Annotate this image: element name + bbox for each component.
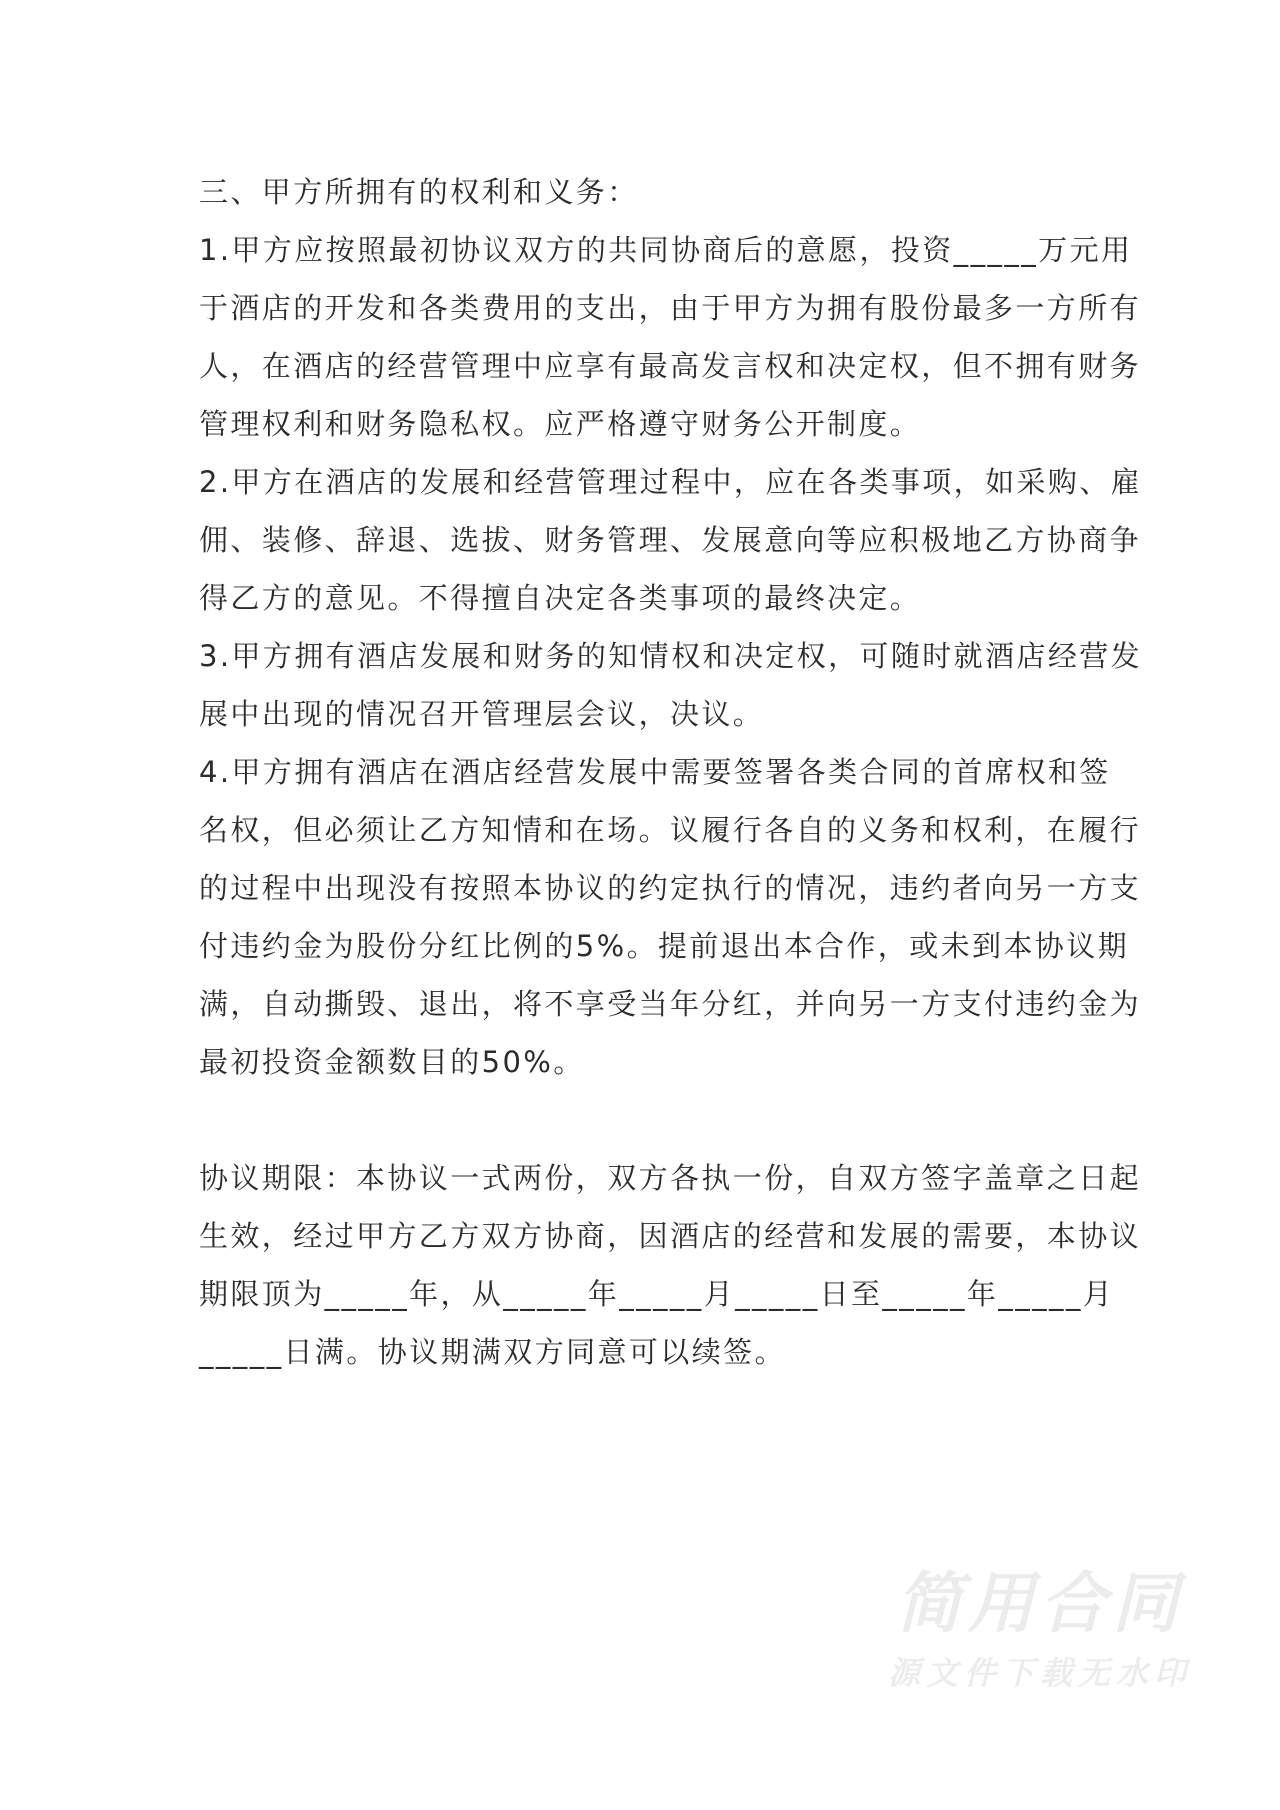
paragraph-line: 展中出现的情况召开管理层会议，决议。	[199, 697, 765, 731]
paragraph-line: 佣、装修、辞退、选拔、财务管理、发展意向等应积极地乙方协商争	[199, 523, 1142, 557]
term-paragraph-line: 期限顶为_____年，从_____年_____月_____日至_____年_____月	[199, 1277, 1115, 1311]
paragraph-line: 的过程中出现没有按照本协议的约定执行的情况，违约者向另一方支	[199, 871, 1142, 905]
term-paragraph-line: 协议期限：本协议一式两份，双方各执一份，自双方签字盖章之日起	[199, 1161, 1142, 1195]
paragraph-line: 4.甲方拥有酒店在酒店经营发展中需要签署各类合同的首席权和签	[199, 755, 1111, 789]
paragraph-line: 于酒店的开发和各类费用的支出，由于甲方为拥有股份最多一方所有	[199, 291, 1142, 325]
paragraph-line: 名权，但必须让乙方知情和在场。议履行各自的义务和权利，在履行	[199, 813, 1142, 847]
watermark-title: 简用合同	[896, 1565, 1184, 1642]
term-paragraph-line: _____日满。协议期满双方同意可以续签。	[199, 1335, 786, 1369]
term-paragraph-line: 生效，经过甲方乙方双方协商，因酒店的经营和发展的需要，本协议	[199, 1219, 1142, 1253]
blank-line	[199, 1091, 1089, 1149]
paragraph-line: 2.甲方在酒店的发展和经营管理过程中，应在各类事项，如采购、雇	[199, 465, 1143, 499]
section-heading: 三、甲方所拥有的权利和义务：	[199, 175, 639, 209]
paragraph-line: 管理权利和财务隐私权。应严格遵守财务公开制度。	[199, 407, 922, 441]
watermark-logo	[880, 1565, 1200, 1695]
paragraph-line: 3.甲方拥有酒店发展和财务的知情权和决定权，可随时就酒店经营发	[199, 639, 1143, 673]
paragraph-line: 1.甲方应按照最初协议双方的共同协商后的意愿，投资_____万元用	[199, 233, 1133, 267]
paragraph-line: 人，在酒店的经营管理中应享有最高发言权和决定权，但不拥有财务	[199, 349, 1142, 383]
paragraph-line: 最初投资金额数目的50%。	[199, 1045, 585, 1079]
watermark-subtitle: 源文件下载无水印	[887, 1654, 1192, 1692]
document-body	[199, 163, 1143, 1381]
paragraph-line: 得乙方的意见。不得擅自决定各类事项的最终决定。	[199, 581, 922, 615]
paragraph-line: 付违约金为股份分红比例的5%。提前退出本合作，或未到本协议期	[199, 929, 1130, 963]
paragraph-line: 满，自动撕毁、退出，将不享受当年分红，并向另一方支付违约金为	[199, 987, 1142, 1021]
